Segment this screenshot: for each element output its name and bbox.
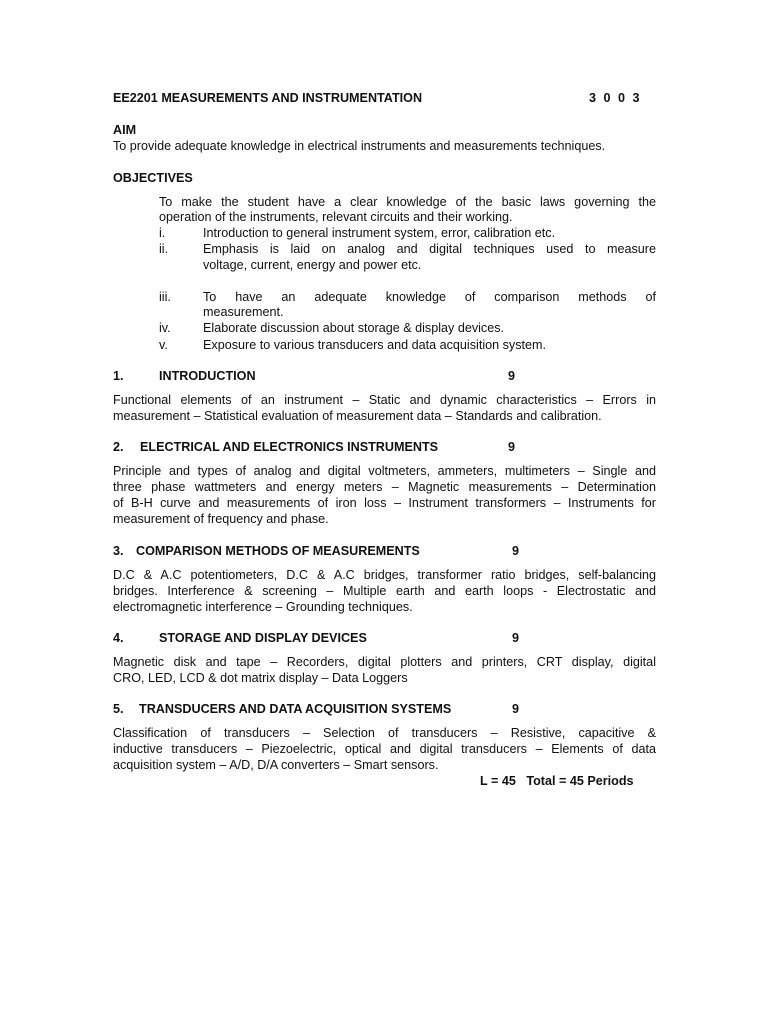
objective-number: ii. (159, 242, 169, 256)
unit-title: STORAGE AND DISPLAY DEVICES (159, 631, 367, 645)
unit-hours: 9 (512, 631, 520, 645)
unit-body-line: inductive transducers – Piezoelectric, optical and digital transducers – Elements of data (113, 742, 656, 756)
unit-title: ELECTRICAL AND ELECTRONICS INSTRUMENTS (140, 440, 439, 454)
aim-text: To provide adequate knowledge in electrical instruments and measurements techniques. (113, 139, 606, 153)
course-credits: 3 0 0 3 (589, 91, 640, 105)
objective-text-cont: measurement. (203, 305, 284, 319)
unit-title: TRANSDUCERS AND DATA ACQUISITION SYSTEMS (139, 702, 452, 716)
unit-body-line: CRO, LED, LCD & dot matrix display – Data Loggers (113, 671, 408, 685)
objectives-heading: OBJECTIVES (113, 171, 193, 185)
objective-text: Exposure to various transducers and data acquisition system. (203, 338, 547, 352)
objective-text: Introduction to general instrument system, error, calibration etc. (203, 226, 556, 240)
unit-number: 5. (113, 702, 124, 716)
unit-body-line: measurement – Statistical evaluation of measurement data – Standards and calibration. (113, 409, 602, 423)
unit-body-line: D.C & A.C potentiometers, D.C & A.C bridges, transformer ratio bridges, self-balancing (113, 568, 656, 582)
unit-number: 4. (113, 631, 124, 645)
objective-text: To have an adequate knowledge of comparison methods of (203, 290, 656, 304)
course-title: EE2201 MEASUREMENTS AND INSTRUMENTATION (113, 91, 423, 105)
total-periods: L = 45 Total = 45 Periods (480, 774, 634, 788)
unit-title: INTRODUCTION (159, 369, 256, 383)
unit-title: COMPARISON METHODS OF MEASUREMENTS (136, 544, 420, 558)
unit-number: 1. (113, 369, 124, 383)
objective-number: iv. (159, 321, 171, 335)
unit-number: 2. (113, 440, 124, 454)
objectives-intro-line2: operation of the instruments, relevant circuits and their working. (159, 210, 513, 224)
unit-body-line: acquisition system – A/D, D/A converters – Smart sensors. (113, 758, 439, 772)
unit-body-line: Magnetic disk and tape – Recorders, digital plotters and printers, CRT display, digital (113, 655, 656, 669)
unit-number: 3. (113, 544, 124, 558)
unit-hours: 9 (512, 702, 520, 716)
objective-number: v. (159, 338, 168, 352)
objective-number: iii. (159, 290, 171, 304)
unit-hours: 9 (508, 369, 516, 383)
unit-body-line: Principle and types of analog and digital voltmeters, ammeters, multimeters – Single and (113, 464, 656, 478)
aim-heading: AIM (113, 123, 137, 137)
unit-body-line: bridges. Interference & screening – Multiple earth and earth loops - Electrostatic and (113, 584, 656, 598)
objective-text: Elaborate discussion about storage & display devices. (203, 321, 505, 335)
unit-hours: 9 (508, 440, 516, 454)
objective-text: Emphasis is laid on analog and digital techniques used to measure (203, 242, 656, 256)
unit-body-line: Functional elements of an instrument – Static and dynamic characteristics – Errors in (113, 393, 656, 407)
unit-body-line: three phase wattmeters and energy meters – Magnetic measurements – Determination (113, 480, 656, 494)
objective-text-cont: voltage, current, energy and power etc. (203, 258, 422, 272)
unit-hours: 9 (512, 544, 520, 558)
unit-body-line: measurement of frequency and phase. (113, 512, 329, 526)
objective-number: i. (159, 226, 166, 240)
unit-body-line: Classification of transducers – Selection of transducers – Resistive, capacitive & (113, 726, 656, 740)
unit-body-line: electromagnetic interference – Grounding techniques. (113, 600, 413, 614)
objectives-intro-line1: To make the student have a clear knowledge of the basic laws governing the (159, 195, 656, 209)
unit-body-line: of B-H curve and measurements of iron loss – Instrument transformers – Instruments for (113, 496, 656, 510)
